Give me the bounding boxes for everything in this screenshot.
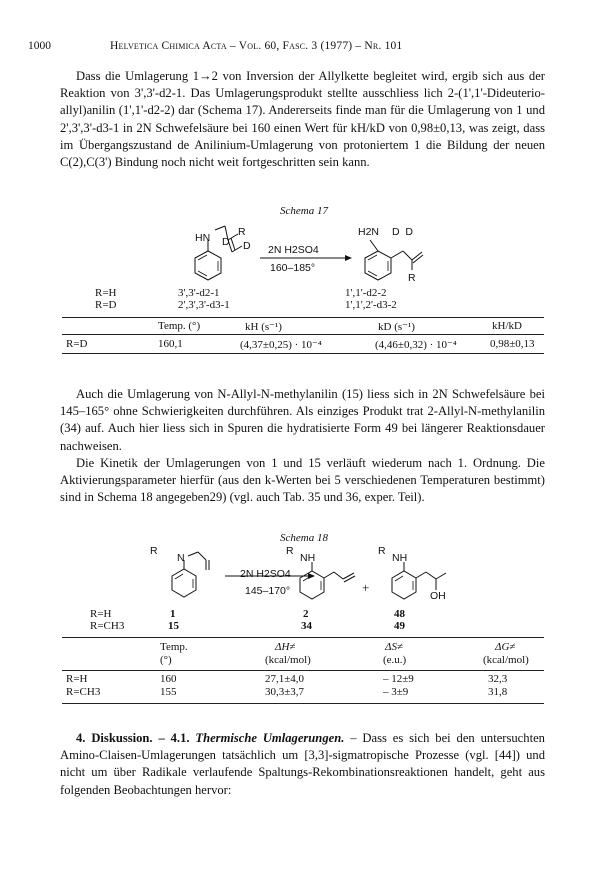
scheme-18-row-label: R=CH3 <box>90 620 125 632</box>
compound-number: 48 <box>394 608 405 620</box>
table-row-label: R=CH3 <box>66 686 101 698</box>
benzene-ring-reactant <box>195 251 221 280</box>
allyl-bond <box>334 572 343 579</box>
aromatic-bond <box>175 574 183 579</box>
compound-number: 34 <box>301 620 312 632</box>
table-cell: – 3±9 <box>383 686 409 698</box>
allyl-bond <box>215 226 225 230</box>
chain-bond <box>426 572 436 579</box>
product-label: 1',1'-d2-2 <box>345 287 387 299</box>
table-cell: 0,98±0,13 <box>490 338 535 350</box>
compound-number: 49 <box>394 620 405 632</box>
unit-ds: (e.u.) <box>383 654 407 666</box>
col-temp: Temp. (°) <box>158 320 201 332</box>
paragraph-2-text: Auch die Umlagerung von N-Allyl-N-methylanilin (15) liess sich in 2N Schwefelsäure bei 145–165° ohne Schwierigkeiten durchführen. Als einziges Produkt trat 2-Allyl-N-methylanilin (34) auf. Auch hier liess sich in Spuren die hydratisierte Form 49 bei längerer Reaktionsdauer nachweisen. <box>60 387 545 453</box>
table-row-label: R=H <box>66 673 88 685</box>
reactant-label: 3',3'-d2-1 <box>178 287 220 299</box>
vinyl-bond <box>403 251 412 260</box>
scheme-18-row-label: R=H <box>90 608 112 620</box>
vinyl-double-bond <box>412 252 422 260</box>
section-4-text <box>60 730 545 799</box>
scheme-17-conditions: 160–185° <box>270 262 316 274</box>
scheme-17-structures <box>160 218 460 298</box>
section-heading: 4. Diskussion. <box>76 731 153 745</box>
chain-bond <box>416 572 426 578</box>
table-rule <box>62 317 544 318</box>
scheme-18-reagent: 2N H2SO4 <box>240 568 291 580</box>
reactant-label: 2',3',3'-d3-1 <box>178 299 230 311</box>
atom-label-r: R <box>286 545 294 557</box>
col-kd: kD (s⁻¹) <box>378 321 415 333</box>
paragraph-2 <box>60 386 545 506</box>
allyl-double-bond <box>231 238 235 250</box>
atom-label-r: R <box>378 545 386 557</box>
arrow-head <box>345 255 352 261</box>
aromatic-bond <box>303 576 311 581</box>
col-ratio: kH/kD <box>492 320 522 332</box>
table-rule <box>62 670 544 671</box>
scheme-18-conditions: 145–170° <box>245 585 291 597</box>
aromatic-bond <box>395 576 403 581</box>
nh2-bond <box>370 240 378 251</box>
allyl-bond <box>198 552 206 560</box>
table-cell: – 12±9 <box>383 673 414 685</box>
atom-label-hn: HN <box>195 232 211 244</box>
col-temp: Temp. <box>160 641 188 653</box>
table-rule <box>62 334 544 335</box>
table-cell: (4,46±0,32) · 10⁻⁴ <box>375 339 457 351</box>
atom-label-r: R <box>238 226 246 238</box>
atom-label-r2: R <box>408 272 416 284</box>
table-row-label: R=D <box>66 338 88 350</box>
section-4 <box>60 730 545 799</box>
table-rule <box>62 353 544 354</box>
scheme-17-row-label: R=H <box>95 287 117 299</box>
compound-number: 1 <box>170 608 176 620</box>
table-cell: 30,3±3,7 <box>265 686 305 698</box>
allyl-double-bond <box>343 573 354 579</box>
atom-label-d1: D <box>222 236 230 248</box>
table-cell: (4,37±0,25) · 10⁻⁴ <box>240 339 322 351</box>
compound-number: 2 <box>303 608 309 620</box>
table-cell: 160,1 <box>158 338 183 350</box>
table-rule <box>62 637 544 638</box>
benzene-ring-reactant <box>172 569 196 597</box>
paragraph-3-text: Die Kinetik der Umlagerungen von 1 und 15 verläuft wiederum nach 1. Ordnung. Die Aktivierungsparameter hierfür (aus den k-Werten bei 5 verschiedenen Temperaturen bestimmt) sind in Schema 18 angegeben29) (vgl. auch Tab. 35 und 36, exper. Teil). <box>60 455 545 505</box>
paragraph-4-text: – Dass es sich bei den untersuchten Amino-Claisen-Umlagerungen tatsächlich um [3,3]-sigmatropische Prozesse (vgl. [44]) und nicht um über Radikale verlaufende Spaltungs-Rekombinationsreaktionen handelt, geht aus folgenden Beobachtungen hervor: <box>60 731 545 797</box>
benzene-ring-hydrated <box>392 571 416 599</box>
subsection-number: – 4.1. <box>158 731 190 745</box>
table-rule <box>62 703 544 704</box>
table-cell: 160 <box>160 673 177 685</box>
table-cell: 155 <box>160 686 177 698</box>
scheme-17-row-label: R=D <box>95 299 117 311</box>
benzene-ring-product <box>365 251 391 280</box>
scheme-17-title: Schema 17 <box>280 205 328 217</box>
compound-number: 15 <box>168 620 179 632</box>
unit-temp: (°) <box>160 654 172 666</box>
page-number: 1000 <box>28 40 51 52</box>
atom-label-n: N <box>177 552 185 564</box>
table-cell: 27,1±4,0 <box>265 673 305 685</box>
col-kh: kH (s⁻¹) <box>245 321 282 333</box>
atom-label-nh: NH <box>392 552 408 564</box>
atom-label-nh: NH <box>300 552 316 564</box>
subsection-title: Thermische Umlagerungen. <box>195 731 345 745</box>
paragraph-1 <box>60 68 545 171</box>
allyl-bond <box>324 572 334 578</box>
unit-dg: (kcal/mol) <box>483 654 529 666</box>
plus-sign: + <box>362 580 370 595</box>
vinyl-double-bond <box>413 255 423 263</box>
scheme-17-reagent: 2N H2SO4 <box>268 244 319 256</box>
col-dh: ΔH≠ <box>275 641 296 653</box>
allyl-double-bond <box>344 576 355 582</box>
journal-running-title: Helvetica Chimica Acta – Vol. 60, Fasc. 3 (1977) – Nr. 101 <box>110 40 403 52</box>
atom-label-oh: OH <box>430 590 446 602</box>
paragraph-1-text: Dass die Umlagerung 1→2 von Inversion der Allylkette begleitet wird, ergib sich aus der Reaktion von 3',3'-d2-1. Das Umlagerungsprodukt stellte ausschliess lich 2-(1',1'-Dideuterio-allyl)anilin (1',1'-d2-2) dar (Schema 17). Andererseits finde man für die Umlagerung von 1 und 2',3',3'-d3-1 in 2N Schwefelsäure bei 160 einen Wert für kH/kD von 0,98±0,13, was zeigt, dass im Übergangszustand de Anilinium-Umlagerung von protoniertem 1 die Bildung der neuen C(2),C(3') Bindung noch nicht weit fortgeschritten sein kann. <box>60 69 545 170</box>
atom-label-dd: D D <box>392 226 413 238</box>
arrow-head <box>308 573 315 579</box>
cd2-bond <box>391 251 403 258</box>
col-dg: ΔG≠ <box>495 641 516 653</box>
scheme-18-title: Schema 18 <box>280 532 328 544</box>
unit-dh: (kcal/mol) <box>265 654 311 666</box>
allyl-bond <box>188 552 198 556</box>
atom-label-d2: D <box>243 240 251 252</box>
col-ds: ΔS≠ <box>385 641 403 653</box>
table-cell: 31,8 <box>488 686 508 698</box>
methyl-bond <box>436 573 446 579</box>
product-label: 1',1',2'-d3-2 <box>345 299 397 311</box>
table-cell: 32,3 <box>488 673 508 685</box>
atom-label-h2n: H2N <box>358 226 380 238</box>
atom-label-r: R <box>150 545 158 557</box>
